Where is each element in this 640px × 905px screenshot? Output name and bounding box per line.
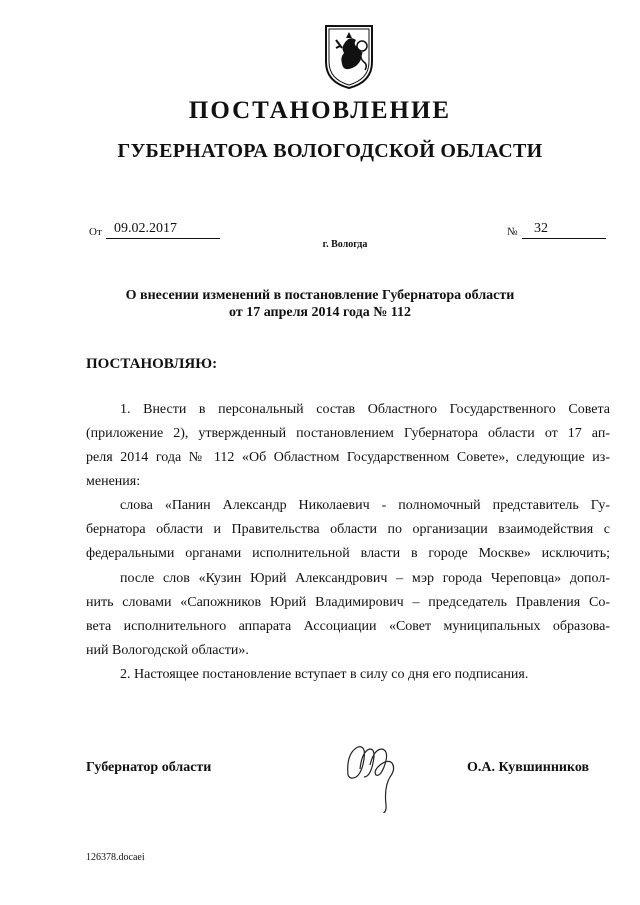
body-line: федеральными органами исполнительной власти в городе Москве» исключить; (86, 546, 610, 561)
coat-of-arms-emblem (322, 22, 376, 92)
body-line: бернатора области и Правительства области по организации взаимодействия с (86, 522, 610, 537)
body-line: 2. Настоящее постановление вступает в силу со дня его подписания. (120, 667, 529, 682)
decree-heading: ПОСТАНОВЛЯЮ: (86, 356, 218, 372)
city-label: г. Вологда (322, 239, 368, 250)
body-line: слова «Панин Александр Николаевич - полномочный представитель Гу- (120, 498, 610, 513)
body-line: после слов «Кузин Юрий Александрович – мэр города Череповца» допол- (120, 571, 610, 586)
body-line: реля 2014 года № 112 «Об Областном Государственном Совете», следующие из- (86, 450, 610, 465)
handwritten-signature (340, 733, 410, 813)
signatory-position: Губернатор области (86, 760, 212, 775)
body-line: нить словами «Сапожников Юрий Владимирович – председатель Правления Со- (86, 595, 610, 610)
body-line: ний Вологодской области». (86, 643, 249, 658)
document-date: 09.02.2017 (114, 221, 177, 236)
body-line: 1. Внести в персональный состав Областного Государственного Совета (120, 402, 610, 417)
document-number: 32 (534, 221, 548, 236)
body-line: (приложение 2), утвержденный постановлением Губернатора области от 17 ап- (86, 426, 610, 441)
signatory-name: О.А. Кувшинников (467, 760, 590, 775)
subject-line-2: от 17 апреля 2014 года № 112 (229, 305, 411, 320)
body-line: вета исполнительного аппарата Ассоциации «Совет муниципальных образова- (86, 619, 610, 634)
body-line: менения: (86, 474, 141, 489)
document-file-id: 126378.docaei (86, 852, 145, 863)
subject-line-1: О внесении изменений в постановление Губернатора области (125, 288, 515, 303)
number-prefix: № (507, 226, 518, 238)
document-title: ПОСТАНОВЛЕНИЕ (188, 97, 452, 124)
document-issuer: ГУБЕРНАТОРА ВОЛОГОДСКОЙ ОБЛАСТИ (117, 140, 543, 162)
date-prefix: От (89, 226, 102, 238)
